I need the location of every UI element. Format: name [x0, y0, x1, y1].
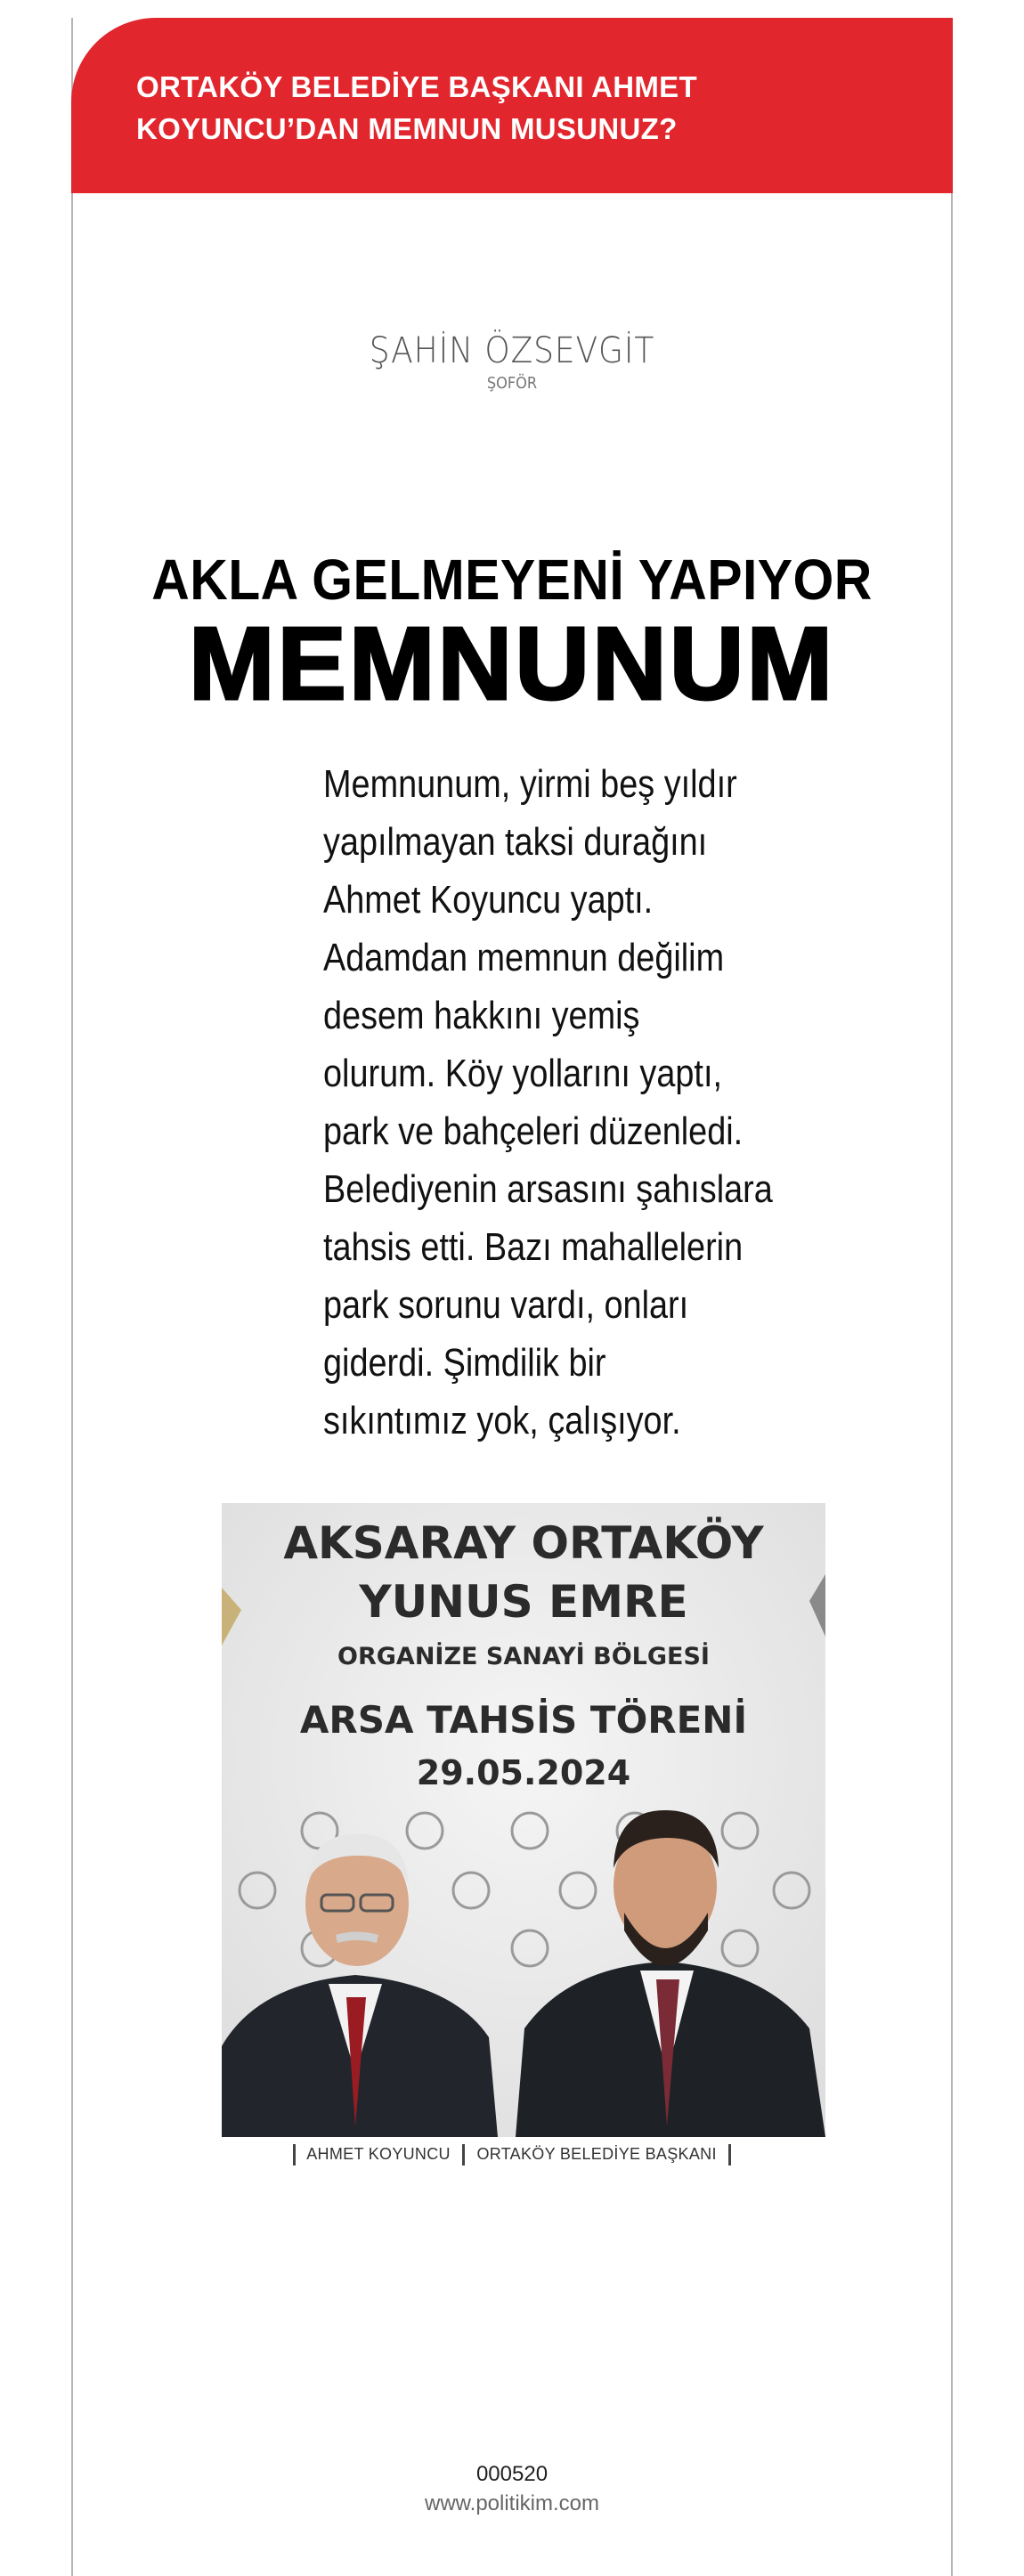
body-line: giderdi. Şimdilik bir — [323, 1341, 606, 1385]
footer-code: 000520 — [475, 2462, 549, 2486]
header-banner — [71, 18, 953, 193]
body-line: sıkıntımız yok, çalışıyor. — [323, 1399, 681, 1442]
footer-url[interactable]: www.politikim.com — [424, 2491, 600, 2515]
body-line: Belediyenin arsasını şahıslara — [323, 1167, 773, 1211]
header-title-line2: KOYUNCU’DAN MEMNUN MUSUNUZ? — [136, 112, 678, 145]
body-line: yapılmayan taksi durağını — [323, 820, 708, 864]
headline: AKLA GELMEYENİ YAPIYOR — [151, 548, 873, 612]
body-line: desem hakkını yemiş — [323, 994, 640, 1037]
body-line: olurum. Köy yollarını yaptı, — [323, 1052, 722, 1095]
banner-line1: AKSARAY ORTAKÖY — [283, 1517, 764, 1569]
headline-big: MEMNUNUM — [188, 605, 836, 721]
header-title — [136, 66, 882, 150]
event-photo — [222, 1503, 825, 2137]
body-line: tahsis etti. Bazı mahallelerin — [323, 1225, 744, 1269]
author-role: ŞOFÖR — [486, 374, 538, 393]
caption-divider — [728, 2144, 731, 2166]
banner-line4: ARSA TAHSİS TÖRENİ — [299, 1698, 748, 1742]
header-title-line1: ORTAKÖY BELEDİYE BAŞKANI AHMET — [136, 70, 697, 103]
body-line: park ve bahçeleri düzenledi. — [323, 1109, 744, 1153]
author-name: ŞAHİN ÖZSEVGİT — [369, 330, 655, 371]
caption-divider — [293, 2144, 296, 2166]
body-line: park sorunu vardı, onları — [323, 1283, 689, 1327]
banner-date: 29.05.2024 — [416, 1753, 631, 1792]
body-line: Memnunum, yirmi beş yıldır — [323, 762, 737, 806]
caption-name: AHMET KOYUNCU — [306, 2144, 451, 2163]
banner-line2: YUNUS EMRE — [359, 1576, 688, 1628]
author-block — [0, 329, 1024, 393]
banner-line3: ORGANİZE SANAYİ BÖLGESİ — [337, 1643, 710, 1670]
body-text — [323, 755, 773, 1450]
body-line: Ahmet Koyuncu yaptı. — [323, 878, 654, 922]
caption-title: ORTAKÖY BELEDİYE BAŞKANI — [476, 2144, 717, 2163]
footer — [0, 2460, 1024, 2519]
photo-caption — [0, 2144, 1024, 2166]
caption-divider — [462, 2144, 465, 2166]
body-line: Adamdan memnun değilim — [323, 936, 725, 979]
